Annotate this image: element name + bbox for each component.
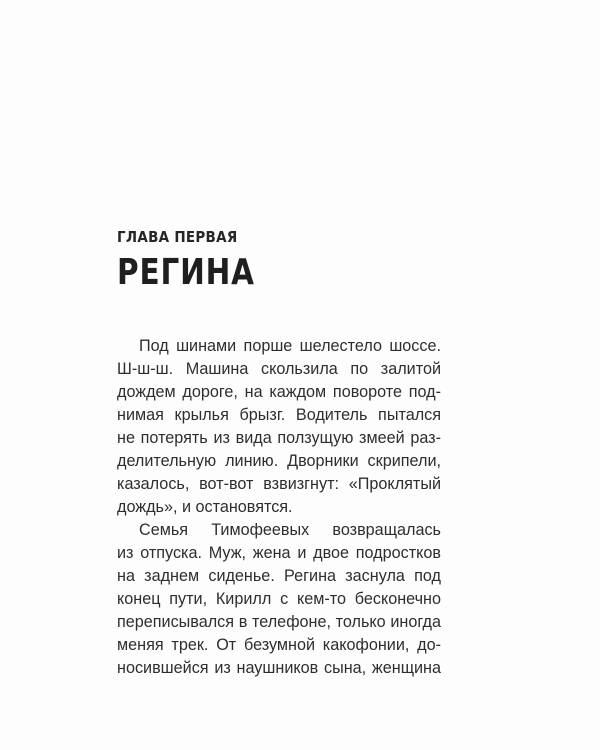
text-line: дождь», и остановятся. [117,498,293,516]
text-line: Под шинами порше шелестело шоссе. [139,337,441,355]
text-line: дождем дороге, на каждом повороте под- [117,383,441,401]
chapter-label: ГЛАВА ПЕРВАЯ [117,228,238,246]
body-text [117,335,441,680]
text-line: не потерять из вида ползущую змеей раз- [117,429,441,447]
text-line: переписывался в телефоне, только иногда [117,613,441,631]
chapter-title: РЕГИНА [117,252,255,293]
text-line: нимая крылья брызг. Водитель пытался [117,406,441,424]
text-line: делительную линию. Дворники скрипели, [117,452,441,470]
text-line: конец пути, Кирилл с кем-то бесконечно [117,590,441,608]
text-line: казалось, вот-вот взвизгнут: «Проклятый [117,475,441,493]
text-line: на заднем сиденье. Регина заснула под [117,567,441,585]
paragraph-1 [117,335,441,519]
text-line: носившейся из наушников сына, женщина [117,659,441,677]
text-line: из отпуска. Муж, жена и двое подростков [117,544,441,562]
text-line: меняя трек. От безумной какофонии, до- [117,636,441,654]
paragraph-2 [117,519,441,680]
text-line: Ш-ш-ш. Машина скользила по залитой [117,360,441,378]
text-line: Семья Тимофеевых возвращалась [139,521,441,539]
